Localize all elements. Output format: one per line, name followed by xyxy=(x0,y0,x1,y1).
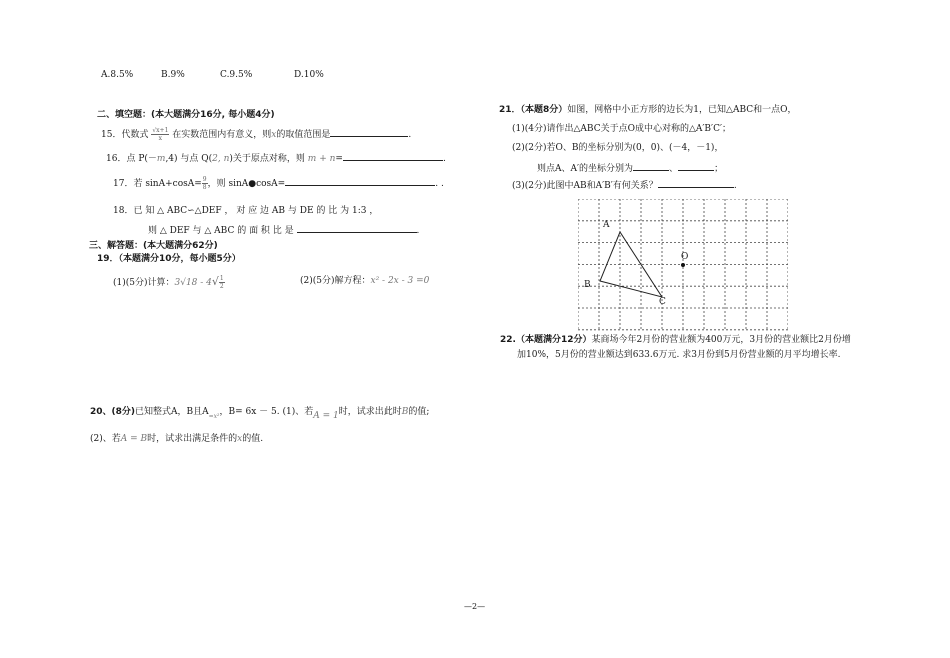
question-16 xyxy=(106,151,446,165)
q21-3-text: (3)(2分)此图中AB和A′B′有何关系？ xyxy=(512,181,658,191)
question-15 xyxy=(101,127,411,142)
options-row xyxy=(101,69,324,81)
q20-num: 20、(8分) xyxy=(90,407,136,417)
q20-text3: 时，试求出此时 xyxy=(338,407,402,417)
question-18-line2 xyxy=(148,223,419,237)
q15-answer-blank[interactable] xyxy=(330,127,408,137)
q20-expr1: =x² xyxy=(208,413,220,420)
q15-frac-num: √x+1 xyxy=(152,127,169,134)
q20-2-text3: 的值. xyxy=(242,434,264,444)
q19-part1 xyxy=(113,275,225,290)
q15-frac-den: x xyxy=(158,135,163,142)
q19-1-fraction xyxy=(219,275,225,290)
question-17 xyxy=(113,176,444,191)
q16-var1: m xyxy=(156,154,166,164)
q19-1-expr: 3√18 - 4 xyxy=(174,278,212,288)
label-c: C xyxy=(659,297,666,307)
page-number: —2— xyxy=(464,602,486,611)
q22-title: 22.（本题满分12分） xyxy=(500,335,592,345)
q18-answer-blank[interactable] xyxy=(297,223,417,233)
q16-answer-blank[interactable] xyxy=(343,151,443,161)
q21-part3 xyxy=(512,178,737,192)
q16-text1: 16．点 P(－ xyxy=(106,154,157,164)
sqrt-icon: √ xyxy=(211,275,219,288)
question-20 xyxy=(90,406,429,423)
q21-2b-end: ； xyxy=(714,164,724,174)
option-d: D.10% xyxy=(294,70,324,80)
q16-text4: = xyxy=(335,154,343,164)
q20-2-var: x xyxy=(237,434,243,444)
question-18-line1: 18．已 知 △ ABC∽△DEF ， 对 应 边 AB 与 DE 的 比 为 1:3 ， xyxy=(113,206,379,216)
q21-2b-sep: 、 xyxy=(669,164,679,174)
q17-answer-blank[interactable] xyxy=(285,176,435,186)
q20-text4: 的值; xyxy=(408,407,430,417)
label-b: B xyxy=(584,280,591,290)
q15-tail: 的取值范围是 xyxy=(276,130,331,140)
q21-intro: 如图，网格中小正方形的边长为1，已知△ABC和一点O， xyxy=(567,105,797,115)
q21-2b-text: 则点A、A′的坐标分别为 xyxy=(537,164,634,174)
q17-frac-num: 9 xyxy=(202,176,207,183)
option-b: B.9% xyxy=(161,70,185,80)
q16-text3: )关于原点对称，则 xyxy=(229,154,305,164)
section2-title: 二、填空题：(本大题满分16分, 每小题4分) xyxy=(97,110,275,120)
q16-text2: ,4) 与点 Q( xyxy=(165,154,213,164)
q20-var: B xyxy=(401,407,409,417)
q21-3-end: . xyxy=(733,181,737,191)
q21-part1: (1)(4分)请作出△ABC关于点O成中心对称的△A′B′C′； xyxy=(512,124,732,134)
q21-a-prime-blank[interactable] xyxy=(678,161,714,171)
q20-2-text2: 时，试求出满足条件的 xyxy=(147,434,238,444)
q20-text1: 已知整式A，B且A xyxy=(135,407,209,417)
q19-1-label: (1)(5分)计算： xyxy=(113,278,175,288)
q18-end: . xyxy=(416,226,420,236)
q21-3-blank[interactable] xyxy=(658,178,734,188)
q21-part2b xyxy=(537,161,723,175)
q17-end: . . xyxy=(435,179,444,189)
question-22-line1 xyxy=(500,334,851,346)
q16-end: . xyxy=(442,154,446,164)
q16-expr: m + n xyxy=(307,154,336,164)
q18-text: 则 △ DEF 与 △ ABC 的 面 积 比 是 xyxy=(148,226,294,236)
question-22-line2: 加10%，5月份的营业额达到633.6万元. 求3月份到5月份营业额的月平均增长率. xyxy=(517,350,841,360)
q19-part2 xyxy=(300,275,429,287)
coordinate-grid xyxy=(578,199,788,331)
q15-text: 在实数范围内有意义，则 xyxy=(172,130,272,140)
label-o: O xyxy=(681,252,689,262)
q21-title: 21．（本题8分） xyxy=(499,105,568,115)
q17-frac-den: 8 xyxy=(202,184,207,191)
q19-2-label: (2)(5分)解方程： xyxy=(300,276,371,286)
q20-2-expr: A = B xyxy=(120,434,148,444)
q20-text2: ，B= 6x － 5. (1)、若 xyxy=(219,407,314,417)
q21-part2a: (2)(2分)若O、B的坐标分别为(0，0)、(－4，－1)， xyxy=(512,143,724,153)
point-o xyxy=(681,263,685,267)
q20-2-text1: (2)、若 xyxy=(90,434,121,444)
q17-text1: 17．若 sinA+cosA= xyxy=(113,179,202,189)
q19-1-frac-den: 2 xyxy=(219,283,224,290)
option-c: C.9.5% xyxy=(220,70,253,80)
question-20-part2 xyxy=(90,433,263,445)
label-a: A xyxy=(603,220,610,230)
q17-text2: ，则 sinA●cosA= xyxy=(207,179,286,189)
q15-end: . xyxy=(408,130,412,140)
q16-var2: 2, n xyxy=(212,154,230,164)
q19-1-frac-num: 1 xyxy=(219,275,224,282)
q15-var: x xyxy=(271,130,277,140)
q22-line1: 某商场今年2月份的营业额为400万元，3月份的营业额比2月份增 xyxy=(591,335,851,345)
section3-title: 三、解答题：(本大题满分62分) xyxy=(89,241,218,251)
question-21-header xyxy=(499,104,797,116)
q15-label: 15．代数式 xyxy=(101,130,149,140)
option-a: A.8.5% xyxy=(101,70,134,80)
q19-2-expr: x² - 2x - 3 =0 xyxy=(370,276,430,286)
q15-fraction xyxy=(151,127,169,142)
q19-title: 19．（本题满分10分，每小题5分） xyxy=(97,254,241,264)
q20-expr2: A = 1 xyxy=(313,411,339,421)
q21-a-blank[interactable] xyxy=(633,161,669,171)
